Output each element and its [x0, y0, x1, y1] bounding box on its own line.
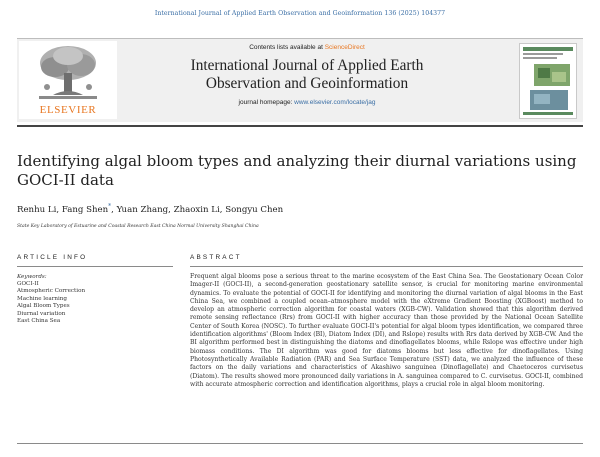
journal-masthead — [17, 38, 583, 122]
author-name[interactable]: Songyu Chen — [225, 204, 284, 215]
journal-name — [121, 57, 493, 93]
sciencedirect-link[interactable]: ScienceDirect — [324, 44, 365, 51]
keyword-item: Diurnal variation — [17, 310, 66, 317]
keyword-item: East China Sea — [17, 318, 61, 325]
article-title: Identifying algal bloom types and analyzing their diurnal variations using GOCI-II data — [17, 152, 577, 189]
keyword-item: GOCI-II — [17, 281, 39, 287]
keyword-item: Atmospheric Correction — [17, 288, 86, 295]
journal-name-line-2: Observation and Geoinformation — [205, 75, 409, 92]
homepage-line — [121, 99, 493, 106]
keyword-item: Algal Bloom Types — [17, 303, 70, 310]
author-name[interactable]: Renhu Li — [17, 204, 57, 215]
keyword-list — [17, 281, 167, 325]
article-info-rule — [17, 266, 173, 267]
contents-prefix: Contents lists available at — [249, 44, 325, 51]
publisher-logo — [19, 41, 117, 119]
author-list: Renhu Li, Fang Shen*, Yuan Zhang, Zhaoxin Li, Songyu Chen — [17, 203, 284, 215]
abstract-heading: ABSTRACT — [190, 254, 242, 261]
author-name[interactable]: Zhaoxin Li — [173, 204, 220, 215]
keyword-item: Machine learning — [17, 295, 67, 302]
elsevier-tree-icon — [33, 43, 103, 101]
bottom-rule — [17, 443, 583, 444]
homepage-link[interactable]: www.elsevier.com/locate/jag — [294, 99, 376, 106]
corresponding-author-mark[interactable]: * — [108, 203, 112, 210]
article-info-heading: ARTICLE INFO — [17, 254, 88, 261]
abstract-rule — [190, 266, 583, 267]
contents-line — [121, 44, 493, 51]
citation-line: International Journal of Applied Earth Observation and Geoinformation 136 (2025) 104377 — [154, 10, 446, 17]
publisher-name: ELSEVIER — [39, 104, 97, 116]
keywords-label: Keywords: — [17, 274, 47, 280]
journal-name-line-1: International Journal of Applied Earth — [190, 57, 424, 74]
author-name[interactable]: Yuan Zhang — [116, 204, 169, 215]
journal-cover-icon[interactable] — [519, 43, 577, 119]
masthead-center — [121, 39, 493, 123]
author-name[interactable]: Fang Shen — [61, 204, 109, 215]
masthead-rule — [17, 125, 583, 127]
homepage-prefix: journal homepage: — [238, 99, 295, 106]
abstract-text: Frequent algal blooms pose a serious threat to the marine ecosystem of the East China Sea. The Geostationary Ocean Color Imager-II (GOCI-II), a second-generation geostationary satellite sensor, is crucial for monitoring marine environmental dynamics. To evaluate the potential of GOCI-II for identifying and monitoring the diurnal variation of algal blooms in the East China Sea, we combined a coupled ocean–atmosphere model with the eXtreme Gradient Boosting (XGBoost) method to develop an atmospheric correction algorithm for coastal waters (XGB-CW). Validation showed that this algorithm derived remote sensing reflectance (Rrs) from GOCI-II with higher accuracy than those provided by the National Ocean Satellite Center of South Korea (NOSC). To further evaluate GOCI-II's potential for algal bloom types identification, we compared three identification algorithms' (Bloom Index (BI), Diatom Index (DI), and Rslope) results with Rrs data derived by XGB-CW. And the BI algorithm performed best in distinguishing the diatoms and dinoflagellates blooms, while Rslope was effective under high biomass conditions. The DI algorithm was good for diatoms blooms but less effective for dinoflagellates. Using Photosynthetically Available Radiation (PAR) and Sea Surface Temperature (SST) data, we analyzed the influence of these factors on the daily variations and characteristics of Akashiwo sanguinea (Dinoflagellate) and Chaetoceros curvisetus (Diatom). The results showed more pronounced daily variations in A. sanguinea compared to C. curvisetus. GOCI-II, combined with accurate atmospheric correction and identification algorithms, plays a crucial role in algal bloom monitoring. — [190, 273, 583, 388]
affiliation: State Key Laboratory of Estuarine and Coastal Research East China Normal University Shanghai China — [17, 224, 259, 229]
